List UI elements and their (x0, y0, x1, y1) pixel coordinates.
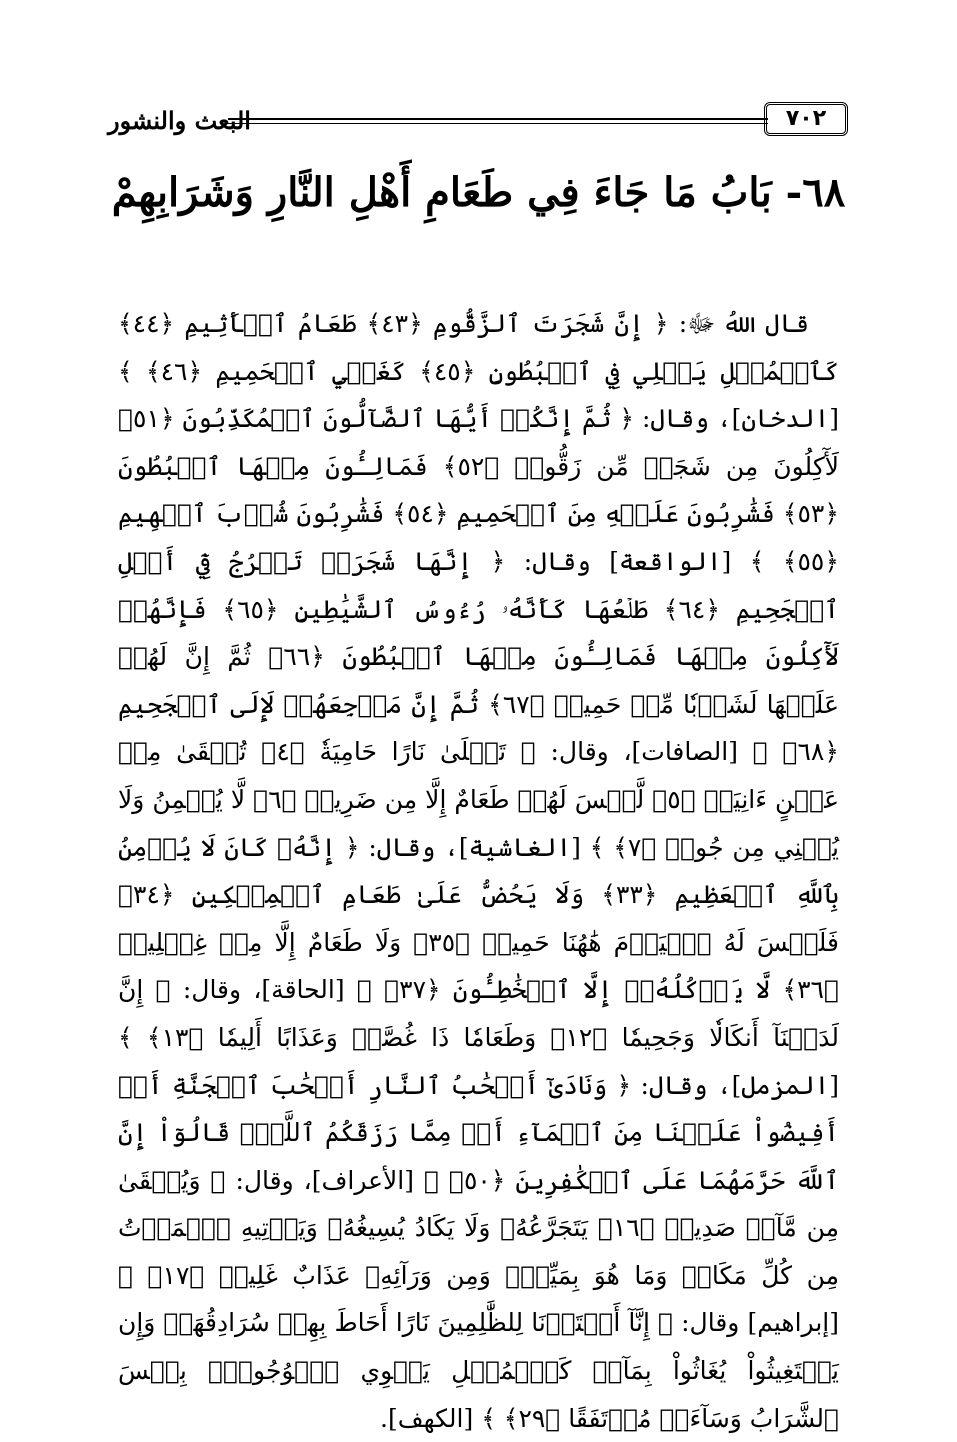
page-number: ٧٠٢ (764, 102, 848, 136)
chapter-title: ٦٨- بَابُ مَا جَاءَ فِي طَعَامِ أَهْلِ النَّارِ وَشَرَابِهِمْ (111, 169, 846, 216)
running-title: البعث والنشور (108, 106, 251, 135)
body-text (118, 300, 839, 1442)
header-rule (228, 118, 768, 124)
page-header (108, 100, 848, 150)
body-paragraph: قال اللهُ ﷻ: ﴿ إِنَّ شَجَرَتَ ٱلزَّقُّومِ ﴿٤٣﴾ طَعَامُ ٱلۡأَثِيمِ ﴿٤٤﴾ كَٱلۡمُهۡلِ يَغۡلِي فِي ٱلۡبُطُونِ ﴿٤٥﴾ كَغَلۡيِ ٱلۡحَمِيمِ ﴿٤٦﴾ ﴾ [الدخان]، وقال: ﴿ ثُمَّ إِنَّكُمۡ أَيُّهَا ٱلضَّآلُّونَ ٱلۡمُكَذِّبُونَ ﴿٥١﴾ لَأٓكِلُونَ مِن شَجَرٖ مِّن زَقُّومٖ ﴿٥٢﴾ فَمَالِـُٔونَ مِنۡهَا ٱلۡبُطُونَ ﴿٥٣﴾ فَشَٰرِبُونَ عَلَيۡهِ مِنَ ٱلۡحَمِيمِ ﴿٥٤﴾ فَشَٰرِبُونَ شُرۡبَ ٱلۡهِيمِ ﴿٥٥﴾ ﴾ [الواقعة] وقال: ﴿ إِنَّهَا شَجَرَةٞ تَخۡرُجُ فِيٓ أَصۡلِ ٱلۡجَحِيمِ ﴿٦٤﴾ طَلۡعُهَا كَأَنَّهُۥ رُءُوسُ ٱلشَّيَٰطِينِ ﴿٦٥﴾ فَإِنَّهُمۡ لَأٓكِلُونَ مِنۡهَا فَمَالِـُٔونَ مِنۡهَا ٱلۡبُطُونَ ﴿٦٦﴾ ثُمَّ إِنَّ لَهُمۡ عَلَيۡهَا لَشَوۡبٗا مِّنۡ حَمِيمٖ ﴿٦٧﴾ ثُمَّ إِنَّ مَرۡجِعَهُمۡ لَإِلَى ٱلۡجَحِيمِ ﴿٦٨﴾ ﴾ [الصافات]، وقال: ﴿ تَصۡلَىٰ نَارًا حَامِيَةٗ ﴿٤﴾ تُسۡقَىٰ مِنۡ عَيۡنٍ ءَانِيَةٖ ﴿٥﴾ لَّيۡسَ لَهُمۡ طَعَامٌ إِلَّا مِن ضَرِيعٖ ﴿٦﴾ لَّا يُسۡمِنُ وَلَا يُغۡنِي مِن جُوعٖ ﴿٧﴾ ﴾ [الغاشية]، وقال: ﴿ إِنَّهُۥ كَانَ لَا يُؤۡمِنُ بِٱللَّهِ ٱلۡعَظِيمِ ﴿٣٣﴾ وَلَا يَحُضُّ عَلَىٰ طَعَامِ ٱلۡمِسۡكِينِ ﴿٣٤﴾ فَلَيۡسَ لَهُ ٱلۡيَوۡمَ هَٰهُنَا حَمِيمٞ ﴿٣٥﴾ وَلَا طَعَامٌ إِلَّا مِنۡ غِسۡلِينٖ ﴿٣٦﴾ لَّا يَأۡكُلُهُۥٓ إِلَّا ٱلۡخَٰطِـُٔونَ ﴿٣٧﴾ ﴾ [الحاقة]، وقال: ﴿ إِنَّ لَدَيۡنَآ أَنكَالٗا وَجَحِيمٗا ﴿١٢﴾ وَطَعَامٗا ذَا غُصَّةٖ وَعَذَابًا أَلِيمٗا ﴿١٣﴾ ﴾ [المزمل]، وقال: ﴿ وَنَادَىٰٓ أَصۡحَٰبُ ٱلنَّارِ أَصۡحَٰبَ ٱلۡجَنَّةِ أَنۡ أَفِيضُواْ عَلَيۡنَا مِنَ ٱلۡمَآءِ أَوۡ مِمَّا رَزَقَكُمُ ٱللَّهُۚ قَالُوٓاْ إِنَّ ٱللَّهَ حَرَّمَهُمَا عَلَى ٱلۡكَٰفِرِينَ ﴿٥٠﴾ ﴾ [الأعراف]، وقال: ﴿ وَيُسۡقَىٰ مِن مَّآءٖ صَدِيدٖ ﴿١٦﴾ يَتَجَرَّعُهُۥ وَلَا يَكَادُ يُسِيغُهُۥ وَيَأۡتِيهِ ٱلۡمَوۡتُ مِن كُلِّ مَكَانٖ وَمَا هُوَ بِمَيِّتٖۖ وَمِن وَرَآئِهِۦ عَذَابٌ غَلِيظٞ ﴿١٧﴾ ﴾ [إبراهيم] وقال: ﴿ إِنَّآ أَعۡتَدۡنَا لِلظَّٰلِمِينَ نَارًا أَحَاطَ بِهِمۡ سُرَادِقُهَاۚ وَإِن يَسۡتَغِيثُواْ يُغَاثُواْ بِمَآءٖ كَٱلۡمُهۡلِ يَشۡوِي ٱلۡوُجُوهَۚ بِئۡسَ ٱلشَّرَابُ وَسَآءَتۡ مُرۡتَفَقًا ﴿٢٩﴾ ﴾ [الكهف]. (118, 309, 840, 1433)
